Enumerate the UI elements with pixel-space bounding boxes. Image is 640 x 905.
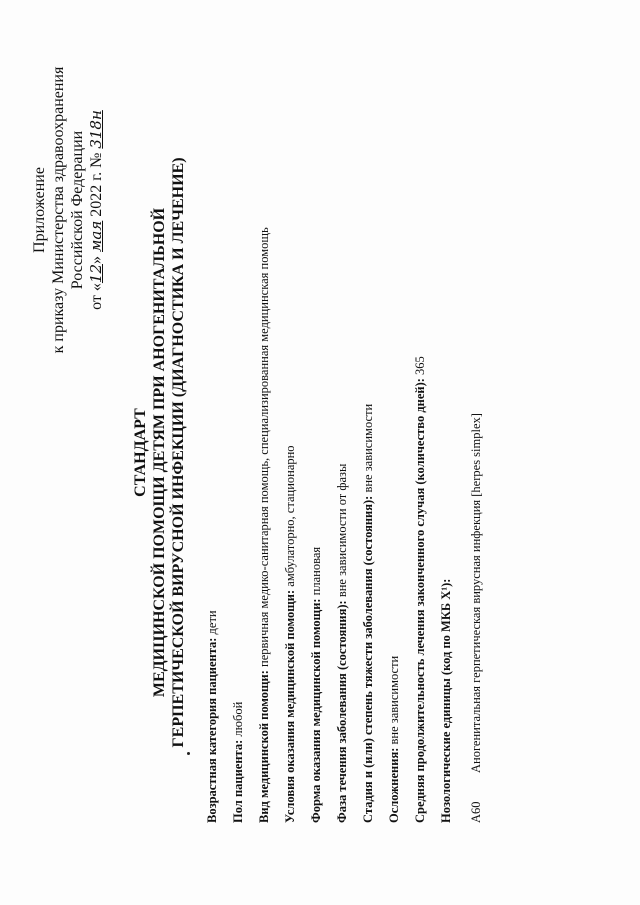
date-prefix: от « xyxy=(88,283,105,310)
title-line-3: ГЕРПЕТИЧЕСКОЙ ВИРУСНОЙ ИНФЕКЦИИ (ДИАГНОСТИКА И ЛЕЧЕНИЕ) xyxy=(170,157,187,748)
date-mid: » xyxy=(88,256,105,264)
field-care-conditions xyxy=(283,445,298,823)
field-disease-phase xyxy=(335,464,350,823)
title-line-2: МЕДИЦИНСКОЙ ПОМОЩИ ДЕТЯМ ПРИ АНОГЕНИТАЛЬНОЙ xyxy=(151,207,168,698)
nosology-description: Аногенитальная герпетическая вирусная инфекция [herpes simplex] xyxy=(469,413,483,773)
field-value: первичная медико-санитарная помощь, специализированная медицинская помощь xyxy=(257,227,271,671)
field-label: Осложнения: xyxy=(387,747,401,823)
title-line-1: СТАНДАРТ xyxy=(132,408,149,497)
field-complications xyxy=(387,656,402,823)
field-severity xyxy=(361,404,376,823)
field-label: Нозологические единицы (код по МКБ X¹): xyxy=(439,578,453,823)
field-nosology xyxy=(439,579,454,823)
field-value: 365 xyxy=(413,356,427,379)
field-label: Средняя продолжительность лечения законченного случая (количество дней): xyxy=(413,378,427,823)
date-month: мая xyxy=(87,220,105,252)
field-label: Условия оказания медицинской помощи: xyxy=(283,589,297,823)
appendix-date-line xyxy=(87,60,106,360)
field-value: амбулаторно, стационарно xyxy=(283,445,297,590)
field-treatment-duration xyxy=(413,356,428,823)
field-value: вне зависимости xyxy=(361,403,375,496)
field-age-category xyxy=(205,610,220,823)
field-care-type xyxy=(257,227,272,823)
appendix-block xyxy=(30,60,106,360)
field-value: плановая xyxy=(309,546,323,599)
appendix-order-ref: к приказу Министерства здравоохранения xyxy=(50,66,67,354)
appendix-title: Приложение xyxy=(31,167,48,253)
field-value: вне зависимости от фазы xyxy=(335,463,349,601)
field-label: Пол пациента: xyxy=(231,739,245,823)
nosology-code: A60 xyxy=(469,801,483,823)
field-sex xyxy=(231,702,246,823)
field-label: Фаза течения заболевания (состояния): xyxy=(335,600,349,823)
order-number: 318н xyxy=(87,110,105,149)
field-value: любой xyxy=(231,701,245,740)
field-label: Стадия и (или) степень тяжести заболевания (состояния): xyxy=(361,495,375,823)
standard-title xyxy=(131,60,188,845)
scan-dot xyxy=(187,752,190,755)
date-year: 2022 г. № xyxy=(88,152,105,217)
field-value: вне зависимости xyxy=(387,655,401,748)
field-value: дети xyxy=(205,610,219,638)
appendix-country: Российской Федерации xyxy=(69,130,86,290)
field-label: Форма оказания медицинской помощи: xyxy=(309,598,323,823)
field-label: Возрастная категория пациента: xyxy=(205,637,219,823)
field-care-form xyxy=(309,547,324,823)
field-label: Вид медицинской помощи: xyxy=(257,670,271,823)
date-day: 12 xyxy=(87,264,105,284)
